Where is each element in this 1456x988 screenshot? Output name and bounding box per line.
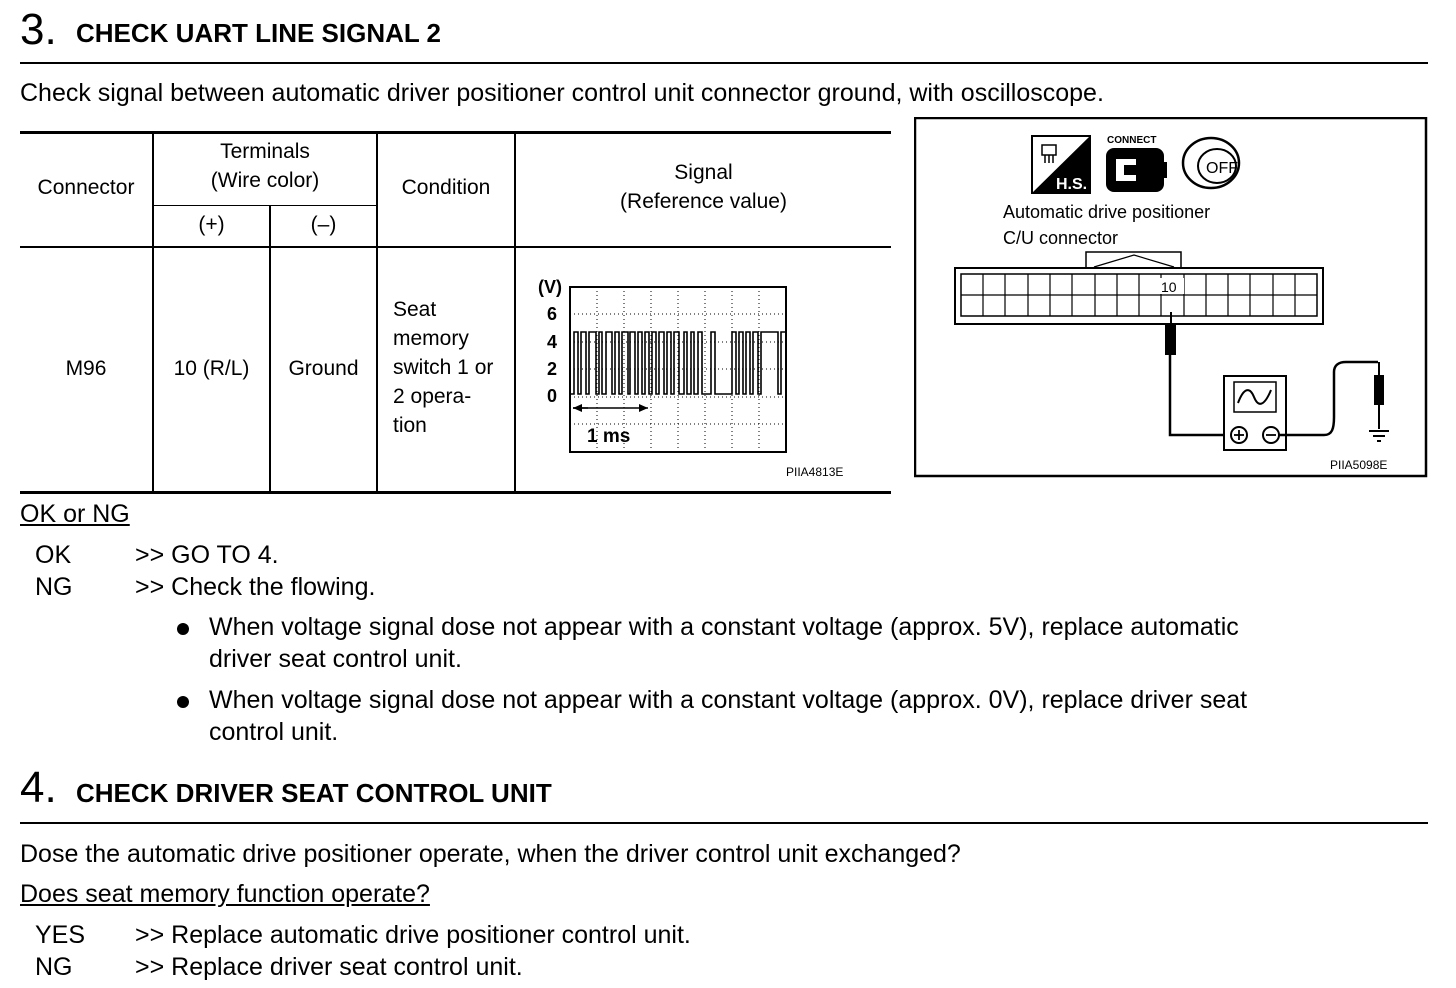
step-4-question: Dose the automatic drive positioner operate, when the driver control unit exchanged? (20, 840, 961, 868)
row-connector: M96 (65, 357, 107, 380)
bullet-2-line-1: When voltage signal dose not appear with a constant voltage (approx. 0V), replace driver seat (209, 686, 1248, 714)
row-condition-line-3: switch 1 or (393, 356, 494, 379)
row-condition-line-5: tion (393, 414, 427, 437)
header-connector: Connector (37, 176, 135, 199)
result-ng-key: NG (35, 573, 73, 601)
row-condition-line-2: memory (393, 327, 469, 350)
off-label: OFF (1206, 160, 1238, 177)
step-4-divider (20, 822, 1428, 824)
terminal-10-label: 10 (1161, 279, 1177, 295)
row-terminal-minus: Ground (288, 357, 359, 380)
header-reference-value: (Reference value) (620, 190, 787, 213)
row-condition-line-1: Seat (393, 298, 437, 321)
row-condition-line-4: 2 opera- (393, 385, 472, 408)
scope-figure-code: PIIA4813E (786, 465, 844, 479)
diagram-label-line-1: Automatic drive positioner (1003, 202, 1211, 222)
result-ng-key: NG (35, 953, 73, 981)
hs-label: H.S. (1056, 176, 1088, 193)
scope-time-label: 1 ms (587, 426, 631, 447)
result-ng-text: >> Check the flowing. (135, 573, 376, 601)
step-3-number: 3. (20, 5, 57, 54)
scope-tick-2: 2 (547, 359, 558, 379)
step-4-title: CHECK DRIVER SEAT CONTROL UNIT (76, 778, 552, 808)
diagram-label-line-2: C/U connector (1003, 228, 1119, 248)
connector-diagram (914, 117, 1428, 479)
connect-label: CONNECT (1107, 135, 1157, 146)
header-terminals: Terminals (220, 140, 310, 163)
oscilloscope-waveform (516, 262, 886, 484)
ignition-off-icon (1183, 138, 1239, 188)
diagram-figure-code: PIIA5098E (1330, 458, 1388, 472)
bullet-1-line-2: driver seat control unit. (209, 645, 462, 673)
oscilloscope-icon (1224, 376, 1286, 450)
bullet-1-line-1: When voltage signal dose not appear with a constant voltage (approx. 5V), replace automatic (209, 613, 1239, 641)
row-terminal-plus: 10 (R/L) (173, 357, 250, 380)
step-3-title: CHECK UART LINE SIGNAL 2 (76, 18, 441, 48)
scope-tick-4: 4 (547, 332, 558, 352)
header-condition: Condition (401, 176, 491, 199)
scope-tick-6: 6 (547, 304, 558, 324)
bullet-2-line-2: control unit. (209, 718, 339, 746)
header-plus: (+) (198, 213, 225, 236)
hs-harness-side-icon (1032, 136, 1090, 193)
result-ok-key: OK (35, 541, 72, 569)
result-ng-text: >> Replace driver seat control unit. (135, 953, 523, 981)
header-wire-color: (Wire color) (210, 169, 320, 192)
result-yes-key: YES (35, 921, 86, 949)
scope-unit-label: (V) (538, 277, 562, 297)
header-minus: (–) (310, 213, 337, 236)
scope-tick-0: 0 (547, 386, 558, 406)
result-yes-text: >> Replace automatic drive positioner control unit. (135, 921, 691, 949)
header-signal: Signal (674, 161, 733, 184)
step-4-number: 4. (20, 763, 57, 812)
bullet-icon (177, 623, 189, 635)
step-4-result-heading: Does seat memory function operate? (20, 880, 430, 908)
step-3-instruction: Check signal between automatic driver positioner control unit connector ground, with oscilloscope. (20, 79, 1104, 107)
bullet-icon (177, 696, 189, 708)
result-ok-text: >> GO TO 4. (135, 541, 279, 569)
step-3-divider (20, 62, 1428, 64)
step-3-result-heading: OK or NG (20, 500, 130, 528)
